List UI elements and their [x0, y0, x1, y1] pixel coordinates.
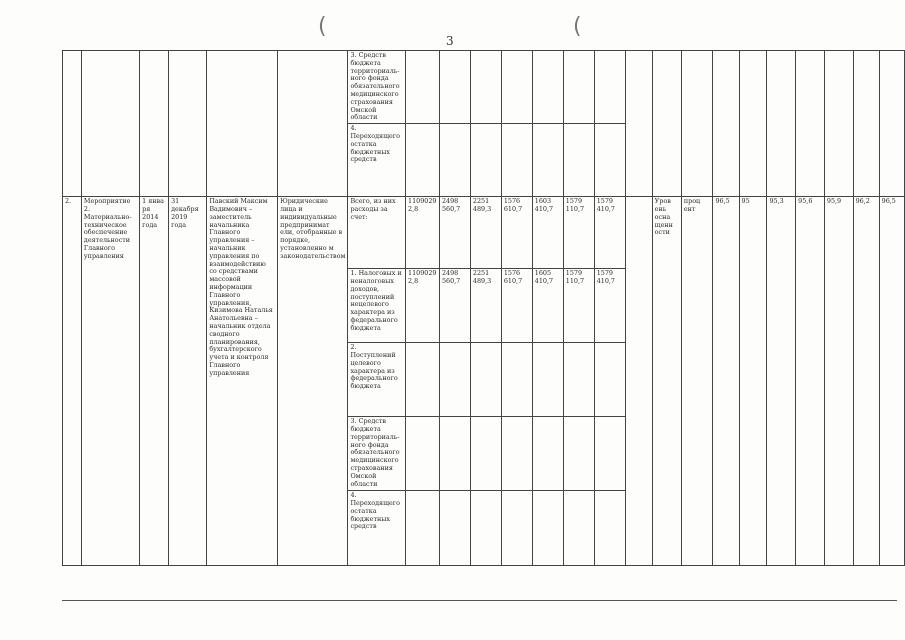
funding-value: 1579 410,7	[594, 197, 625, 269]
funding-source-cell: 2. Поступлений целевого характера из федерального бюджета	[348, 343, 406, 417]
funding-value: 2498 560,7	[439, 269, 470, 343]
funding-source-cell: 4. Переходящего остатка бюджетных средств	[348, 491, 406, 566]
funding-source-cell: Всего, из них расходы за счет:	[348, 197, 406, 269]
funding-value: 1579 110,7	[563, 269, 594, 343]
indicator-name: Уров ень осна щенн ости	[652, 197, 681, 566]
funding-value: 1576 610,7	[501, 269, 532, 343]
funding-source-cell: 3. Средств бюджета территориаль-ного фонда обязательного медицинского страхования Омской области	[348, 417, 406, 491]
table-row	[63, 51, 905, 124]
funding-value: 2251 489,3	[470, 269, 501, 343]
funding-value: 1603 410,7	[532, 197, 563, 269]
funding-value: 2498 560,7	[439, 197, 470, 269]
indicator-value: 95	[739, 197, 767, 566]
funding-value: 2251 489,3	[470, 197, 501, 269]
indicator-value: 95,6	[796, 197, 825, 566]
funding-source-cell: 3. Средств бюджета территориаль-ного фонда обязательного медицинского страхования Омской области	[348, 51, 406, 124]
bottom-rule	[62, 600, 897, 601]
funding-value: 1579 410,7	[594, 269, 625, 343]
activity-participants: Юридические лица и индивидуальные предпринимат ели, отобранные в порядке, установленно м законодательством	[278, 197, 348, 566]
funding-value: 1109029 2,8	[406, 269, 440, 343]
funding-value: 1109029 2,8	[406, 197, 440, 269]
funding-value: 1579 110,7	[563, 197, 594, 269]
activity-start-date: 1 янва ря 2014 года	[140, 197, 169, 566]
margin-mark-right: (	[573, 14, 582, 39]
indicator-value: 95,3	[767, 197, 796, 566]
funding-source-cell: 1. Налоговых и неналоговых доходов, поступлений нецелевого характера из федерального бюджета	[348, 269, 406, 343]
activity-name: Мероприятие 2. Материально-техническое обеспечение деятельности Главного управления	[81, 197, 139, 566]
funding-value: 1605 410,7	[532, 269, 563, 343]
activity-end-date: 31 декабря 2019 года	[169, 197, 207, 566]
funding-value: 1576 610,7	[501, 197, 532, 269]
indicator-value: 95,9	[824, 197, 853, 566]
indicator-value: 96,5	[879, 197, 904, 566]
program-table	[62, 50, 905, 566]
page-number: 3	[446, 34, 454, 48]
activity-number: 2.	[63, 197, 82, 566]
indicator-unit: проц ент	[681, 197, 713, 566]
indicator-value: 96,2	[853, 197, 879, 566]
activity-row	[63, 197, 905, 269]
activity-responsible: Павский Максим Вадимович – заместитель начальника Главного управления – начальник управления по взаимодействию со средствами массовой информации Главного управления, Кизимова Наталья Анатольевна – начальник отдела сводного планирования, бухгалтерского учета и контроля Главного управления	[207, 197, 278, 566]
margin-mark-left: (	[318, 14, 327, 39]
indicator-value: 96,5	[713, 197, 739, 566]
funding-source-cell: 4. Переходящего остатка бюджетных средств	[348, 124, 406, 197]
